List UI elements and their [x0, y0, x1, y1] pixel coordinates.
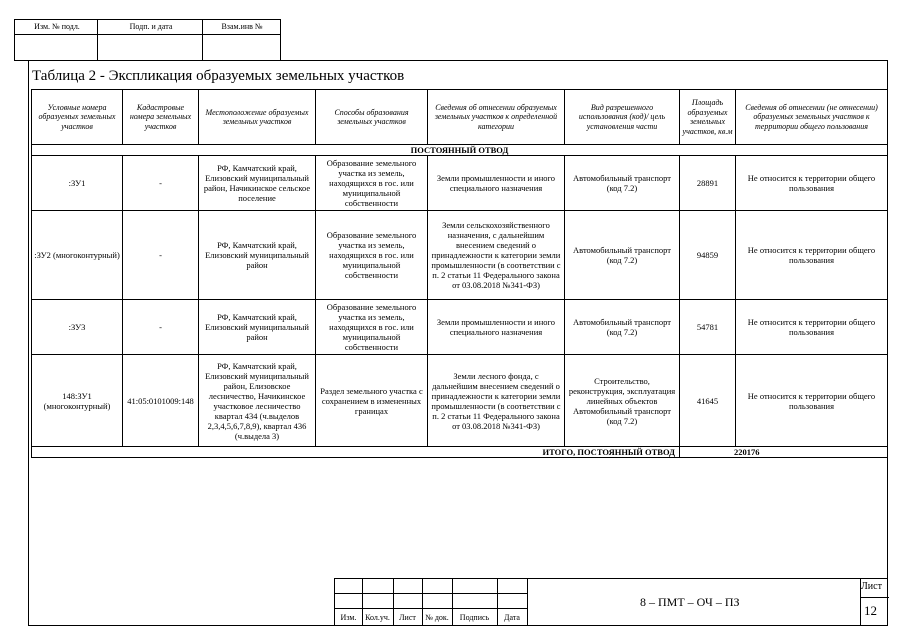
header-num: Условные номера образуемых земельных участков	[32, 90, 123, 145]
cell-use: Автомобильный транспорт (код 7.2)	[565, 156, 680, 211]
title-block-line	[527, 579, 528, 626]
section-row	[32, 145, 888, 156]
title-block	[334, 578, 888, 626]
cell-cad: 41:05:0101009:148	[123, 355, 199, 447]
cell-method: Образование земельного участка из земель, находящихся в гос. или муниципальной собственности	[316, 300, 428, 355]
stamp-label-inv: Изм. № подл.	[34, 22, 80, 31]
sheet-label: Лист	[861, 581, 882, 592]
cell-num: :ЗУ3	[32, 300, 123, 355]
table-row	[32, 300, 888, 355]
cell-cad: -	[123, 300, 199, 355]
col-label-doc: № док.	[425, 613, 449, 622]
col-label-date: Дата	[504, 613, 520, 622]
total-value: 220176	[680, 447, 888, 458]
cell-cad: -	[123, 156, 199, 211]
cell-category: Земли промышленности и иного специального назначения	[428, 156, 565, 211]
stamp-label-sign: Подп. и дата	[129, 22, 173, 31]
header-category: Сведения об отнесении образуемых земельных участков к определенной категории	[428, 90, 565, 145]
cell-category: Земли сельскохозяйственного назначения, с дальнейшим внесением сведений о принадлежности к категории земли промышленности (в соответствии с п. 2 статьи 11 Федерального закона от 03.08.2018 №341-ФЗ)	[428, 211, 565, 300]
title-block-line	[335, 608, 527, 609]
cell-method: Образование земельного участка из земель, находящихся в гос. или муниципальной собственности	[316, 156, 428, 211]
cell-loc: РФ, Камчатский край, Елизовский муниципальный район, Начикинское сельское поселение	[199, 156, 316, 211]
header-use: Вид разрешенного использования (код)/ цель установления части	[565, 90, 680, 145]
header-method: Способы образования земельных участков	[316, 90, 428, 145]
header-loc: Местоположение образуемых земельных участков	[199, 90, 316, 145]
table-title: Таблица 2 - Экспликация образуемых земельных участков	[32, 68, 405, 84]
col-label-kolуч: Кол.уч.	[365, 613, 390, 622]
cell-method: Раздел земельного участка с сохранением в измененных границах	[316, 355, 428, 447]
cell-loc: РФ, Камчатский край, Елизовский муниципальный район	[199, 211, 316, 300]
table-row	[32, 156, 888, 211]
header-area: Площадь образуемых земельных участков, кв.м	[680, 90, 736, 145]
stamp-label-replace: Взам.инв №	[221, 22, 263, 31]
cell-loc: РФ, Камчатский край, Елизовский муниципальный район, Елизовское лесничество, Начикинское участковое лесничество квартал 434 (ч.выделов 2,3,4,5,6,7,8,9), квартал 436 (ч.выдела 3)	[199, 355, 316, 447]
title-block-line	[860, 597, 889, 598]
cell-use: Строительство, реконструкция, эксплуатация линейных объектов Автомобильный транспорт (код 7.2)	[565, 355, 680, 447]
cell-category: Земли лесного фонда, с дальнейшим внесением сведений о принадлежности к категории земли промышленности (в соответствии с п. 2 статьи 11 Федерального закона от 03.08.2018 №341-ФЗ)	[428, 355, 565, 447]
cell-cad: -	[123, 211, 199, 300]
cell-category: Земли промышленности и иного специального назначения	[428, 300, 565, 355]
cell-area: 41645	[680, 355, 736, 447]
total-row	[32, 447, 888, 458]
document-code: 8 – ПМТ – ОЧ – ПЗ	[640, 595, 740, 609]
cell-loc: РФ, Камчатский край, Елизовский муниципальный район	[199, 300, 316, 355]
sheet-number: 12	[864, 603, 877, 618]
cell-common: Не относится к территории общего пользования	[736, 300, 888, 355]
cell-common: Не относится к территории общего пользования	[736, 355, 888, 447]
col-label-sign: Подпись	[459, 613, 490, 622]
cell-common: Не относится к территории общего пользования	[736, 211, 888, 300]
cell-use: Автомобильный транспорт (код 7.2)	[565, 300, 680, 355]
explication-table	[31, 89, 888, 458]
cell-common: Не относится к территории общего пользования	[736, 156, 888, 211]
section-title: ПОСТОЯННЫЙ ОТВОД	[32, 145, 888, 156]
cell-num: :ЗУ1	[32, 156, 123, 211]
cell-area: 28891	[680, 156, 736, 211]
col-label-list: Лист	[399, 613, 416, 622]
cell-area: 54781	[680, 300, 736, 355]
table-row	[32, 355, 888, 447]
top-approval-stamp	[14, 19, 281, 61]
header-common: Сведения об отнесении (не отнесении) образуемых земельных участков к территории общего пользования	[736, 90, 888, 145]
cell-use: Автомобильный транспорт (код 7.2)	[565, 211, 680, 300]
col-label-izm: Изм.	[340, 613, 357, 622]
cell-num: :ЗУ2 (многоконтурный)	[32, 211, 123, 300]
title-block-line	[335, 593, 527, 594]
header-cad: Кадастровые номера земельных участков	[123, 90, 199, 145]
total-label: ИТОГО, ПОСТОЯННЫЙ ОТВОД	[32, 447, 680, 458]
cell-method: Образование земельного участка из земель, находящихся в гос. или муниципальной собственности	[316, 211, 428, 300]
table-header-row	[32, 90, 888, 145]
cell-area: 94859	[680, 211, 736, 300]
cell-num: 148:ЗУ1 (многоконтурный)	[32, 355, 123, 447]
table-row	[32, 211, 888, 300]
